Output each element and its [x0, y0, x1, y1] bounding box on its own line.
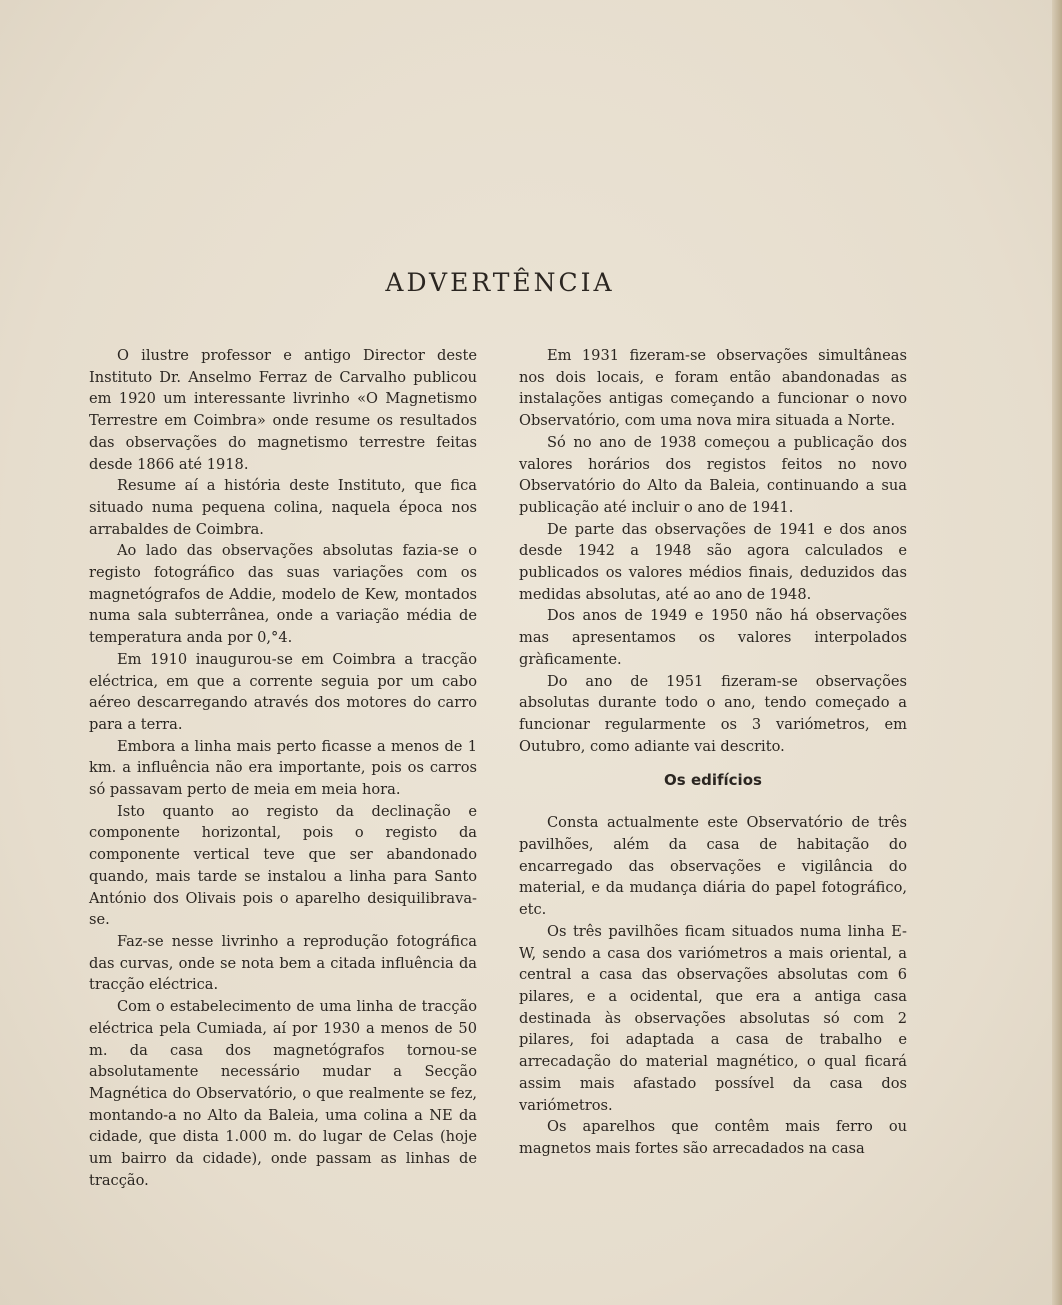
- paragraph: O ilustre professor e antigo Director deste Instituto Dr. Anselmo Ferraz de Carvalho publicou em 1920 um interessante livrinho «O Magnetismo Terrestre em Coimbra» onde resume os resultados das observações do magnetismo terrestre feitas desde 1866 até 1918.: [89, 347, 477, 473]
- paragraph: Só no ano de 1938 começou a publicação dos valores horários dos registos feitos no novo Observatório do Alto da Baleia, continuando a sua publicação até incluir o ano de 1941.: [519, 433, 907, 516]
- paragraph: Os aparelhos que contêm mais ferro ou magnetos mais fortes são arrecadados na casa: [519, 1118, 907, 1157]
- paragraph: Os três pavilhões ficam situados numa linha E-W, sendo a casa dos variómetros a mais oriental, a central a casa das observações absolutas com 6 pilares, e a ocidental, que era a antiga casa destinada às observações absolutas só com 2 pilares, foi adaptada a casa de trabalho e arrecadação do material magnético, o qual ficará assim mais afastado possível da casa dos variómetros.: [519, 922, 907, 1114]
- paragraph: Isto quanto ao registo da declinação e componente horizontal, pois o registo da componente vertical teve que ser abandonado quando, mais tarde se instalou a linha para Santo António dos Olivais pois o aparelho desiquilibrava-se.: [89, 802, 477, 929]
- paragraph: Com o estabelecimento de uma linha de tracção eléctrica pela Cumiada, aí por 1930 a menos de 50 m. da casa dos magnetógrafos tornou-se absolutamente necessário mudar a Secção Magnética do Observatório, o que realmente se fez, montando-a no Alto da Baleia, uma colina a NE da cidade, que dista 1.000 m. do lugar de Celas (hoje um bairro da cidade), onde passam as linhas de tracção.: [89, 998, 477, 1189]
- paragraph: Resume aí a história deste Instituto, que fica situado numa pequena colina, naquela época nos arrabaldes de Coimbra.: [89, 477, 477, 538]
- paragraph: De parte das observações de 1941 e dos anos desde 1942 a 1948 são agora calculados e publicados os valores médios finais, deduzidos das medidas absolutas, até ao ano de 1948.: [519, 520, 907, 603]
- page-title: ADVERTÊNCIA: [385, 268, 615, 297]
- section-heading: Os edifícios: [664, 771, 762, 790]
- paragraph: Em 1931 fizeram-se observações simultâneas nos dois locais, e foram então abandonadas as instalações antigas começando a funcionar o novo Observatório, com uma nova mira situada a Norte.: [519, 347, 907, 430]
- right-column: [519, 345, 907, 1160]
- paragraph: Dos anos de 1949 e 1950 não há observações mas apresentamos os valores interpolados gràficamente.: [519, 607, 907, 668]
- paragraph: Embora a linha mais perto ficasse a menos de 1 km. a influência não era importante, pois os carros só passavam perto de meia em meia hora.: [89, 737, 477, 799]
- paragraph: Do ano de 1951 fizeram-se observações absolutas durante todo o ano, tendo começado a funcionar regularmente os 3 variómetros, em Outubro, como adiante vai descrito.: [519, 672, 907, 755]
- paragraph: Faz-se nesse livrinho a reprodução fotográfica das curvas, onde se nota bem a citada influência da tracção eléctrica.: [89, 932, 477, 994]
- left-column: [89, 345, 477, 1191]
- paragraph: Em 1910 inaugurou-se em Coimbra a tracção eléctrica, em que a corrente seguia por um cabo aéreo descarregando através dos motores do carro para a terra.: [89, 650, 477, 733]
- paragraph: Consta actualmente este Observatório de três pavilhões, além da casa de habitação do encarregado das observações e vigilância do material, e da mudança diária do papel fotográfico, etc.: [519, 814, 907, 919]
- paragraph: Ao lado das observações absolutas fazia-se o registo fotográfico das suas variações com os magnetógrafos de Addie, modelo de Kew, montados numa sala subterrânea, onde a variação média de temperatura anda por 0,°4.: [89, 542, 477, 647]
- page-edge: [1052, 0, 1062, 1305]
